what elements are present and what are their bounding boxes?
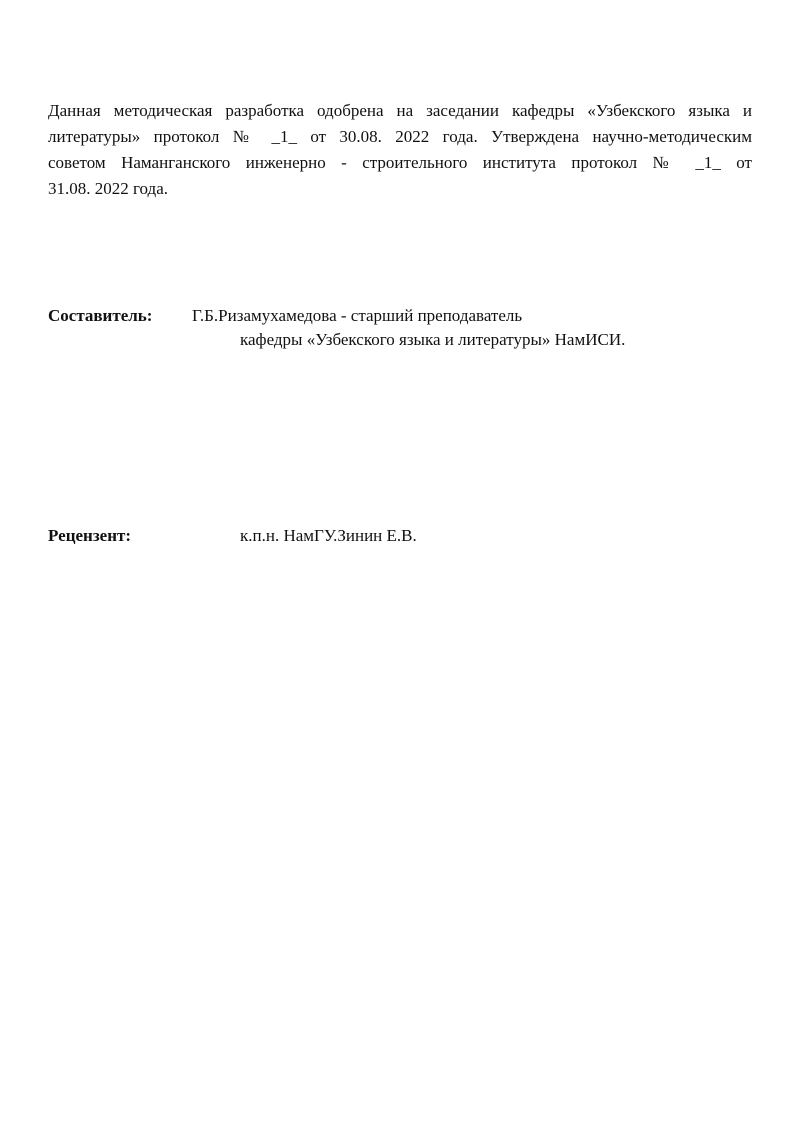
reviewer-label: Рецензент: xyxy=(48,526,132,545)
approval-line: советом Наманганского инженерно - строительного института протокол № _1_ от xyxy=(48,153,752,172)
compiler-department: кафедры «Узбекского языка и литературы» НамИСИ. xyxy=(240,330,626,349)
approval-line: Данная методическая разработка одобрена на заседании кафедры «Узбекского языка и xyxy=(48,101,752,120)
approval-line: 31.08. 2022 года. xyxy=(48,179,169,198)
approval-line: литературы» протокол № _1_ от 30.08. 2022 года. Утверждена научно-методическим xyxy=(48,127,752,146)
approval-paragraph xyxy=(48,98,752,202)
compiler-name: Г.Б.Ризамухамедова - старший преподаватель xyxy=(192,306,523,325)
reviewer-name: к.п.н. НамГУ.Зинин Е.В. xyxy=(240,526,417,545)
compiler-label: Составитель: xyxy=(48,306,153,325)
